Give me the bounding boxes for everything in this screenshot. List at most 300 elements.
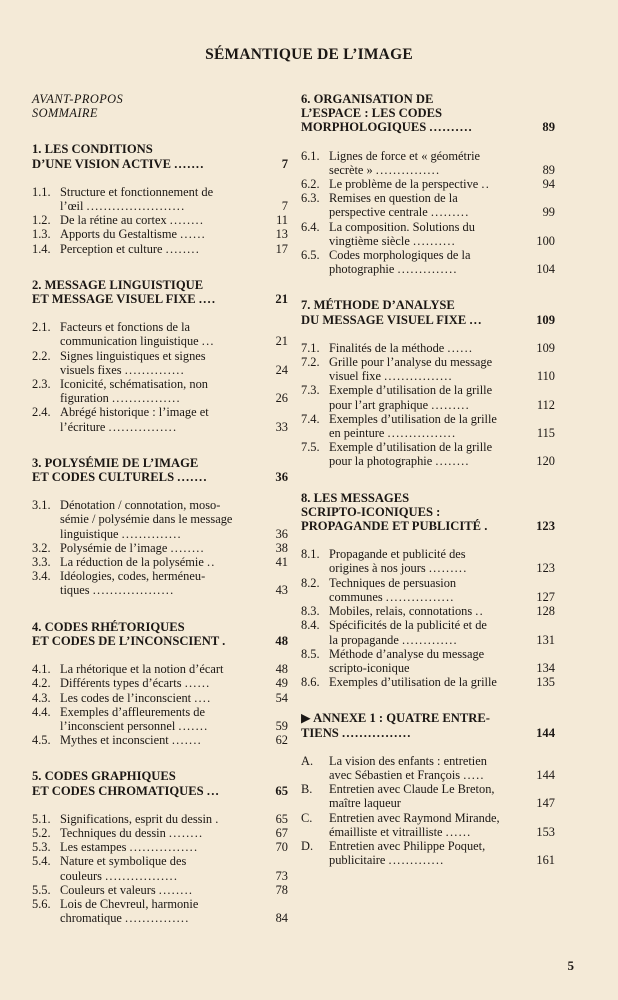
toc-page-number: 161 — [536, 853, 555, 868]
leader-dots: ... — [201, 334, 215, 349]
toc-item-line — [60, 199, 258, 213]
toc-heading — [32, 456, 288, 484]
toc-item — [32, 826, 288, 840]
toc-item-number: 2.1. — [32, 320, 51, 335]
toc-item-number: 8.4. — [301, 618, 320, 633]
toc-item — [301, 412, 555, 440]
toc-page-number: 123 — [536, 519, 555, 534]
toc-item-line — [329, 412, 525, 426]
toc-page-number: 62 — [275, 733, 288, 748]
toc-item-text: l’œil — [60, 199, 84, 214]
toc-item — [32, 227, 288, 241]
spacer — [301, 533, 555, 547]
toc-item-text: Exemple d’utilisation de la grille — [329, 440, 493, 455]
toc-item — [32, 733, 288, 747]
toc-item-line — [329, 220, 525, 234]
toc-item — [301, 754, 555, 782]
toc-item-line — [329, 754, 525, 768]
toc-item-line — [60, 569, 258, 583]
toc-item-line — [329, 576, 525, 590]
toc-page-number: 94 — [542, 177, 555, 192]
toc-item-number: 8.5. — [301, 646, 320, 661]
toc-item-text: La composition. Solutions du — [329, 219, 475, 234]
toc-item-line — [60, 897, 258, 911]
toc-heading — [32, 620, 288, 648]
toc-section-2 — [32, 278, 288, 434]
toc-page-number: 153 — [536, 824, 555, 839]
toc-item — [301, 647, 555, 675]
toc-item — [301, 248, 555, 276]
toc-item-number: 6.5. — [301, 248, 320, 263]
toc-item-text: Polysémie de l’image — [60, 540, 168, 555]
toc-heading-line — [32, 142, 258, 156]
toc-heading-line — [32, 456, 258, 470]
leader-dots: ............... — [375, 162, 441, 177]
leader-dots: ................ — [111, 391, 181, 406]
leader-dots: ....... — [177, 470, 208, 485]
spacer — [32, 798, 288, 812]
toc-item-number: 3.4. — [32, 569, 51, 584]
toc-page-number: 110 — [536, 369, 555, 384]
toc-item-text: Les codes de l’inconscient — [60, 690, 192, 705]
toc-heading-line — [301, 298, 525, 312]
toc-page-number: 43 — [275, 583, 288, 598]
toc-page-number: 48 — [275, 662, 288, 677]
toc-item-text: l’écriture — [60, 419, 106, 434]
toc-item-line — [60, 662, 258, 676]
toc-heading-line — [32, 620, 258, 634]
toc-item — [32, 812, 288, 826]
toc-item-line — [329, 811, 525, 825]
page-number: 5 — [567, 958, 574, 973]
toc-item-text: sémie / polysémie dans le message — [60, 512, 233, 527]
leader-dots: ................ — [385, 589, 455, 604]
toc-item — [301, 839, 555, 867]
toc-item-text: Entretien avec Claude Le Breton, — [329, 782, 495, 797]
leader-dots: ...... — [447, 340, 474, 355]
toc-item — [301, 604, 555, 618]
toc-item-line — [60, 349, 258, 363]
toc-item — [301, 341, 555, 355]
toc-item-text: Perception et culture — [60, 241, 163, 256]
toc-item-text: linguistique — [60, 526, 119, 541]
toc-item-line — [329, 440, 525, 454]
toc-item-line — [60, 541, 258, 555]
toc-item-text: Méthode d’analyse du message — [329, 646, 485, 661]
toc-item-text: Codes morphologiques de la — [329, 248, 471, 263]
toc-item-number: 6.3. — [301, 191, 320, 206]
arrow-marker-icon: ▶ — [301, 711, 311, 726]
toc-page-number: 7 — [281, 199, 288, 214]
toc-item-text: Entretien avec Philippe Poquet, — [329, 838, 486, 853]
leader-dots: ................ — [341, 725, 412, 740]
toc-item-text: Remises en question de la — [329, 191, 458, 206]
toc-item-number: 1.2. — [32, 213, 51, 228]
toc-item-number: 5.2. — [32, 825, 51, 840]
toc-item-line — [329, 839, 525, 853]
toc-page-number: 70 — [275, 840, 288, 855]
toc-page-number: 120 — [536, 454, 555, 469]
toc-page-number: 65 — [275, 783, 288, 798]
toc-item-text: Grille pour l’analyse du message — [329, 355, 493, 370]
toc-item-text: La réduction de la polysémie — [60, 555, 204, 570]
toc-item-text: Entretien avec Raymond Mirande, — [329, 810, 500, 825]
toc-item-line — [329, 547, 525, 561]
toc-heading-line — [32, 470, 258, 484]
toc-item — [32, 498, 288, 541]
leader-dots: ........ — [435, 454, 470, 469]
toc-item — [32, 883, 288, 897]
toc-page-number: 134 — [536, 660, 555, 675]
toc-page-number: 112 — [536, 397, 555, 412]
toc-heading — [32, 278, 288, 306]
toc-item-line — [329, 633, 525, 647]
toc-item-line — [329, 177, 525, 191]
toc-page-number: 100 — [536, 233, 555, 248]
toc-item — [32, 555, 288, 569]
toc-heading — [301, 491, 555, 534]
toc-item-line — [60, 512, 258, 526]
toc-heading-line — [32, 634, 258, 648]
toc-item — [301, 547, 555, 575]
toc-item-number: 8.6. — [301, 675, 320, 690]
toc-heading-line — [301, 726, 525, 740]
toc-item-number: 6.1. — [301, 148, 320, 163]
leader-dots: ......... — [428, 561, 468, 576]
toc-item — [32, 405, 288, 433]
toc-item-number: 7.1. — [301, 340, 320, 355]
toc-item — [32, 569, 288, 597]
toc-item-text: Techniques de persuasion — [329, 575, 457, 590]
leader-dots: ............. — [388, 853, 445, 868]
toc-item — [32, 541, 288, 555]
toc-item-text: l’inconscient personnel — [60, 718, 176, 733]
toc-heading-line — [301, 505, 525, 519]
toc-item-text: De la rétine au cortex — [60, 213, 167, 228]
toc-item-text: Exemples d’utilisation de la grille — [329, 411, 497, 426]
toc-item — [32, 320, 288, 348]
toc-item-text: visuels fixes — [60, 362, 122, 377]
leader-dots: .............. — [397, 262, 458, 277]
toc-heading-text: ET CODES CHROMATIQUES — [32, 783, 204, 798]
toc-item-line — [329, 426, 525, 440]
toc-item-text: Les estampes — [60, 840, 127, 855]
toc-item-text: secrète » — [329, 162, 373, 177]
toc-heading-line — [32, 278, 258, 292]
spacer — [32, 484, 288, 498]
toc-item-line — [329, 191, 525, 205]
toc-item — [301, 149, 555, 177]
toc-page-number: 26 — [275, 391, 288, 406]
toc-page-number: 147 — [536, 796, 555, 811]
toc-section-3 — [32, 456, 288, 598]
leader-dots: . — [222, 633, 227, 648]
toc-item-line — [60, 869, 258, 883]
toc-item-line — [329, 341, 525, 355]
toc-page-number: 78 — [275, 882, 288, 897]
toc-item-text: Nature et symbolique des — [60, 854, 187, 869]
toc-item-text: tiques — [60, 583, 90, 598]
toc-item-number: 5.1. — [32, 811, 51, 826]
toc-item-text: visuel fixe — [329, 369, 381, 384]
toc-page-number: 54 — [275, 690, 288, 705]
leader-dots: .. — [481, 177, 491, 192]
toc-item-number: A. — [301, 753, 314, 768]
toc-item — [32, 676, 288, 690]
toc-item-line — [60, 391, 258, 405]
toc-item-number: 5.4. — [32, 854, 51, 869]
toc-heading-line — [32, 784, 258, 798]
toc-item-text: perspective centrale — [329, 205, 428, 220]
leader-dots: ............... — [125, 911, 190, 926]
toc-heading-text: 7. MÉTHODE D’ANALYSE — [301, 298, 455, 313]
toc-item-text: Finalités de la méthode — [329, 340, 445, 355]
toc-heading-text: 4. CODES RHÉTORIQUES — [32, 619, 185, 634]
toc-item-number: 1.1. — [32, 184, 51, 199]
leader-dots: ......... — [430, 205, 470, 220]
toc-item-text: maître laqueur — [329, 796, 401, 811]
toc-section-4 — [32, 620, 288, 748]
toc-item — [32, 662, 288, 676]
toc-item-text: la propagande — [329, 632, 399, 647]
toc-section-6 — [301, 92, 555, 276]
toc-item-text: Mythes et inconscient — [60, 733, 169, 748]
toc-item-line — [329, 262, 525, 276]
toc-heading-line — [301, 491, 525, 505]
toc-item-line — [60, 812, 258, 826]
leader-dots: . — [215, 811, 220, 826]
toc-item-line — [329, 149, 525, 163]
leader-dots: ........ — [158, 882, 194, 897]
toc-item-text: Exemples d’utilisation de la grille — [329, 675, 497, 690]
toc-item-text: Lignes de force et « géométrie — [329, 148, 481, 163]
toc-item-line — [329, 205, 525, 219]
leader-dots: .. — [475, 604, 484, 619]
toc-item — [32, 840, 288, 854]
toc-item-number: 4.3. — [32, 690, 51, 705]
toc-item — [301, 675, 555, 689]
leader-dots: ................ — [384, 369, 453, 384]
leader-dots: ... — [206, 783, 220, 798]
toc-item-line — [329, 369, 525, 383]
toc-item-text: communication linguistique — [60, 334, 199, 349]
toc-heading — [32, 142, 288, 170]
toc-item-number: 4.2. — [32, 676, 51, 691]
toc-item-text: communes — [329, 589, 383, 604]
toc-item-number: 3.1. — [32, 498, 51, 513]
toc-sommaire: SOMMAIRE — [32, 106, 98, 121]
toc-item-number: 8.2. — [301, 575, 320, 590]
toc-item-text: publicitaire — [329, 853, 386, 868]
toc-heading-text: 2. MESSAGE LINGUISTIQUE — [32, 277, 204, 292]
toc-right-column — [301, 92, 555, 867]
leader-dots: ...... — [180, 227, 206, 242]
toc-item-number: 7.3. — [301, 383, 320, 398]
toc-page-number: 109 — [536, 312, 555, 327]
toc-item-text: Iconicité, schématisation, non — [60, 377, 208, 392]
toc-item-number: 5.5. — [32, 882, 51, 897]
toc-item-text: Propagande et publicité des — [329, 547, 466, 562]
spacer — [301, 135, 555, 149]
toc-item-number: 1.3. — [32, 227, 51, 242]
toc-item-text: pour la photographie — [329, 454, 433, 469]
toc-item-line — [60, 705, 258, 719]
toc-page-number: 127 — [536, 589, 555, 604]
leader-dots: ....... — [178, 718, 209, 733]
toc-page-number: 89 — [542, 162, 555, 177]
toc-page-number: 59 — [275, 718, 288, 733]
toc-page-number: 104 — [536, 262, 555, 277]
toc-page-number: 123 — [536, 561, 555, 576]
toc-item — [301, 191, 555, 219]
toc-item — [32, 185, 288, 213]
toc-item-number: 7.5. — [301, 440, 320, 455]
toc-item-text: Idéologies, codes, herméneu- — [60, 569, 206, 584]
spacer — [301, 327, 555, 341]
leader-dots: ................ — [387, 426, 457, 441]
toc-item-text: Facteurs et fonctions de la — [60, 320, 191, 335]
toc-heading-text: 5. CODES GRAPHIQUES — [32, 769, 176, 784]
toc-item-text: Le problème de la perspective — [329, 177, 479, 192]
toc-page-number: 65 — [275, 811, 288, 826]
toc-item-line — [60, 676, 258, 690]
toc-item-text: Exemples d’affleurements de — [60, 704, 205, 719]
toc-item — [32, 377, 288, 405]
toc-page-number: 21 — [275, 292, 288, 307]
leader-dots: ................ — [108, 419, 178, 434]
toc-heading-text: ANNEXE 1 : QUATRE ENTRE- — [313, 711, 490, 726]
toc-item-number: 2.2. — [32, 348, 51, 363]
leader-dots: ......... — [431, 397, 470, 412]
page-title: SÉMANTIQUE DE L’IMAGE — [205, 46, 413, 63]
toc-item-line — [60, 691, 258, 705]
leader-dots: .... — [198, 292, 217, 307]
toc-annexe-1 — [301, 711, 555, 867]
toc-heading — [301, 92, 555, 135]
toc-page-number: 33 — [275, 419, 288, 434]
toc-heading-text: PROPAGANDE ET PUBLICITÉ — [301, 519, 482, 534]
toc-item — [301, 220, 555, 248]
toc-item-number: 3.2. — [32, 540, 51, 555]
toc-item — [301, 618, 555, 646]
toc-item-line — [60, 527, 258, 541]
toc-item-line — [60, 840, 258, 854]
toc-item-text: Structure et fonctionnement de — [60, 184, 214, 199]
toc-heading-text: L’ESPACE : LES CODES — [301, 106, 443, 121]
toc-item-number: D. — [301, 838, 314, 853]
toc-heading-text: ET MESSAGE VISUEL FIXE — [32, 292, 196, 307]
toc-item-line — [329, 398, 525, 412]
toc-item-line — [60, 883, 258, 897]
toc-section-1 — [32, 142, 288, 255]
toc-item-text: Significations, esprit du dessin — [60, 811, 213, 826]
toc-item-line — [60, 854, 258, 868]
toc-item-number: 7.2. — [301, 355, 320, 370]
toc-item — [32, 349, 288, 377]
toc-section-8 — [301, 491, 555, 690]
toc-item-text: Abrégé historique : l’image et — [60, 405, 209, 420]
toc-heading-text: D’UNE VISION ACTIVE — [32, 156, 172, 171]
toc-item-text: Exemple d’utilisation de la grille — [329, 383, 493, 398]
toc-item-number: C. — [301, 810, 313, 825]
toc-page-number: 115 — [536, 426, 555, 441]
toc-item-text: chromatique — [60, 911, 122, 926]
toc-item-line — [60, 405, 258, 419]
toc-item-line — [60, 363, 258, 377]
leader-dots: ................. — [105, 868, 179, 883]
toc-item — [301, 177, 555, 191]
toc-item-line — [60, 733, 258, 747]
toc-left-column — [32, 92, 288, 925]
spacer — [301, 740, 555, 754]
toc-heading-line — [301, 313, 525, 327]
leader-dots: ........ — [165, 241, 201, 256]
toc-item-text: Apports du Gestaltisme — [60, 227, 178, 242]
toc-item-line — [60, 227, 258, 241]
toc-heading-text: DU MESSAGE VISUEL FIXE — [301, 312, 467, 327]
toc-page-number: 13 — [275, 227, 288, 242]
toc-item — [32, 213, 288, 227]
leader-dots: ... — [469, 312, 483, 327]
toc-page-number: 131 — [536, 632, 555, 647]
toc-item-line — [329, 604, 525, 618]
toc-item-text: émailliste et vitrailliste — [329, 824, 443, 839]
toc-heading-line — [301, 519, 525, 533]
toc-item-line — [60, 826, 258, 840]
toc-heading-text: TIENS — [301, 725, 339, 740]
toc-item-line — [60, 377, 258, 391]
toc-page-number: 17 — [275, 241, 288, 256]
leader-dots: .......... — [429, 120, 473, 135]
toc-section-5 — [32, 769, 288, 925]
toc-item-text: Dénotation / connotation, moso- — [60, 498, 221, 513]
toc-page-number: 38 — [275, 540, 288, 555]
toc-item-number: 7.4. — [301, 411, 320, 426]
leader-dots: ...... — [184, 676, 211, 691]
leader-dots: .......... — [412, 233, 456, 248]
toc-heading-text: 6. ORGANISATION DE — [301, 92, 434, 106]
leader-dots: ........ — [170, 540, 205, 555]
leader-dots: ........ — [168, 825, 204, 840]
toc-page-number: 11 — [276, 213, 288, 228]
toc-item-text: La vision des enfants : entretien — [329, 753, 487, 768]
toc-page-number: 89 — [542, 120, 555, 135]
leader-dots: .............. — [124, 362, 185, 377]
toc-page-number: 144 — [536, 725, 555, 740]
toc-heading-line — [32, 769, 258, 783]
toc-item-number: 8.3. — [301, 604, 320, 619]
toc-heading — [32, 769, 288, 797]
leader-dots: ....................... — [86, 199, 186, 214]
toc-item-line — [329, 163, 525, 177]
toc-page-number: 49 — [275, 676, 288, 691]
toc-item-text: scripto-iconique — [329, 660, 410, 675]
leader-dots: ....... — [171, 733, 202, 748]
toc-item-line — [60, 555, 258, 569]
toc-page-number: 73 — [275, 868, 288, 883]
toc-avant-propos: AVANT-PROPOS — [32, 92, 124, 106]
spacer — [32, 171, 288, 185]
toc-item-text: Couleurs et valeurs — [60, 882, 156, 897]
toc-item-line — [329, 618, 525, 632]
toc-item — [301, 576, 555, 604]
toc-page-number: 67 — [275, 825, 288, 840]
toc-item-text: Techniques du dessin — [60, 825, 166, 840]
toc-page-number: 36 — [275, 470, 288, 485]
toc-page-number: 36 — [275, 526, 288, 541]
toc-item-line — [329, 675, 525, 689]
toc-item-line — [60, 420, 258, 434]
